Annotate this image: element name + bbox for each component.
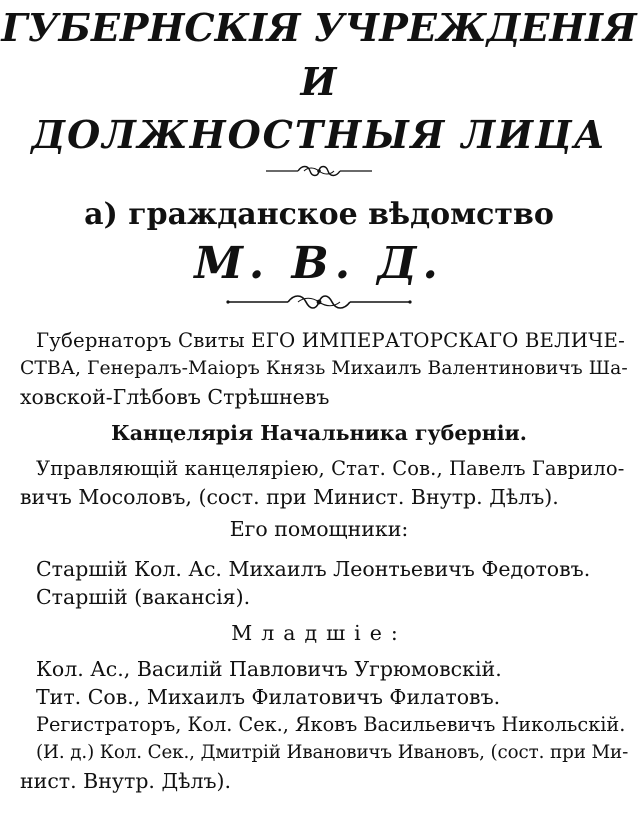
junior-assistant-3: Регистраторъ, Кол. Сек., Яковъ Васильевичъ Никольскій. — [36, 713, 626, 736]
junior-title: Младшіе: — [231, 621, 407, 645]
title-line-2: И — [300, 59, 338, 104]
manager-line-1: Управляющій канцеляріею, Стат. Сов., Павелъ Гаврило- — [36, 457, 625, 480]
chancellery-title: Канцелярія Начальника губерніи. — [111, 421, 527, 445]
junior-assistant-4-cont: нист. Внутр. Дѣлъ). — [20, 769, 232, 793]
junior-assistant-2: Тит. Сов., Михаилъ Филатовичъ Филатовъ. — [36, 685, 501, 709]
title-line-1: ГУБЕРНСКІЯ УЧРЕЖДЕНІЯ — [1, 5, 637, 50]
governor-line-3: ховской-Глѣбовъ Стрѣшневъ — [20, 385, 330, 409]
junior-assistant-4: (И. д.) Кол. Сек., Дмитрій Ивановичъ Ивановъ, (сост. при Ми- — [36, 742, 629, 763]
department-abbreviation: М. В. Д. — [194, 238, 444, 289]
ornament-divider-large — [0, 292, 638, 312]
governor-line-1: Губернаторъ Свиты ЕГО ИМПЕРАТОРСКАГО ВЕЛИЧЕ- — [36, 329, 625, 352]
manager-line-2: вичъ Мосоловъ, (сост. при Минист. Внутр. Дѣлъ). — [20, 485, 559, 509]
senior-assistant-1: Старшій Кол. Ас. Михаилъ Леонтьевичъ Федотовъ. — [36, 557, 591, 581]
senior-assistant-2: Старшій (вакансія). — [36, 585, 251, 609]
assistants-title: Его помощники: — [229, 517, 409, 541]
ornament-divider-small — [0, 164, 638, 178]
section-heading: а) гражданское вѣдомство — [84, 197, 554, 232]
governor-line-2: СТВА, Генералъ-Маіоръ Князь Михаилъ Валентиновичъ Ша- — [20, 358, 628, 379]
title-line-3: ДОЛЖНОСТНЫЯ ЛИЦА — [31, 112, 607, 157]
junior-assistant-1: Кол. Ас., Василій Павловичъ Угрюмовскій. — [36, 657, 502, 681]
